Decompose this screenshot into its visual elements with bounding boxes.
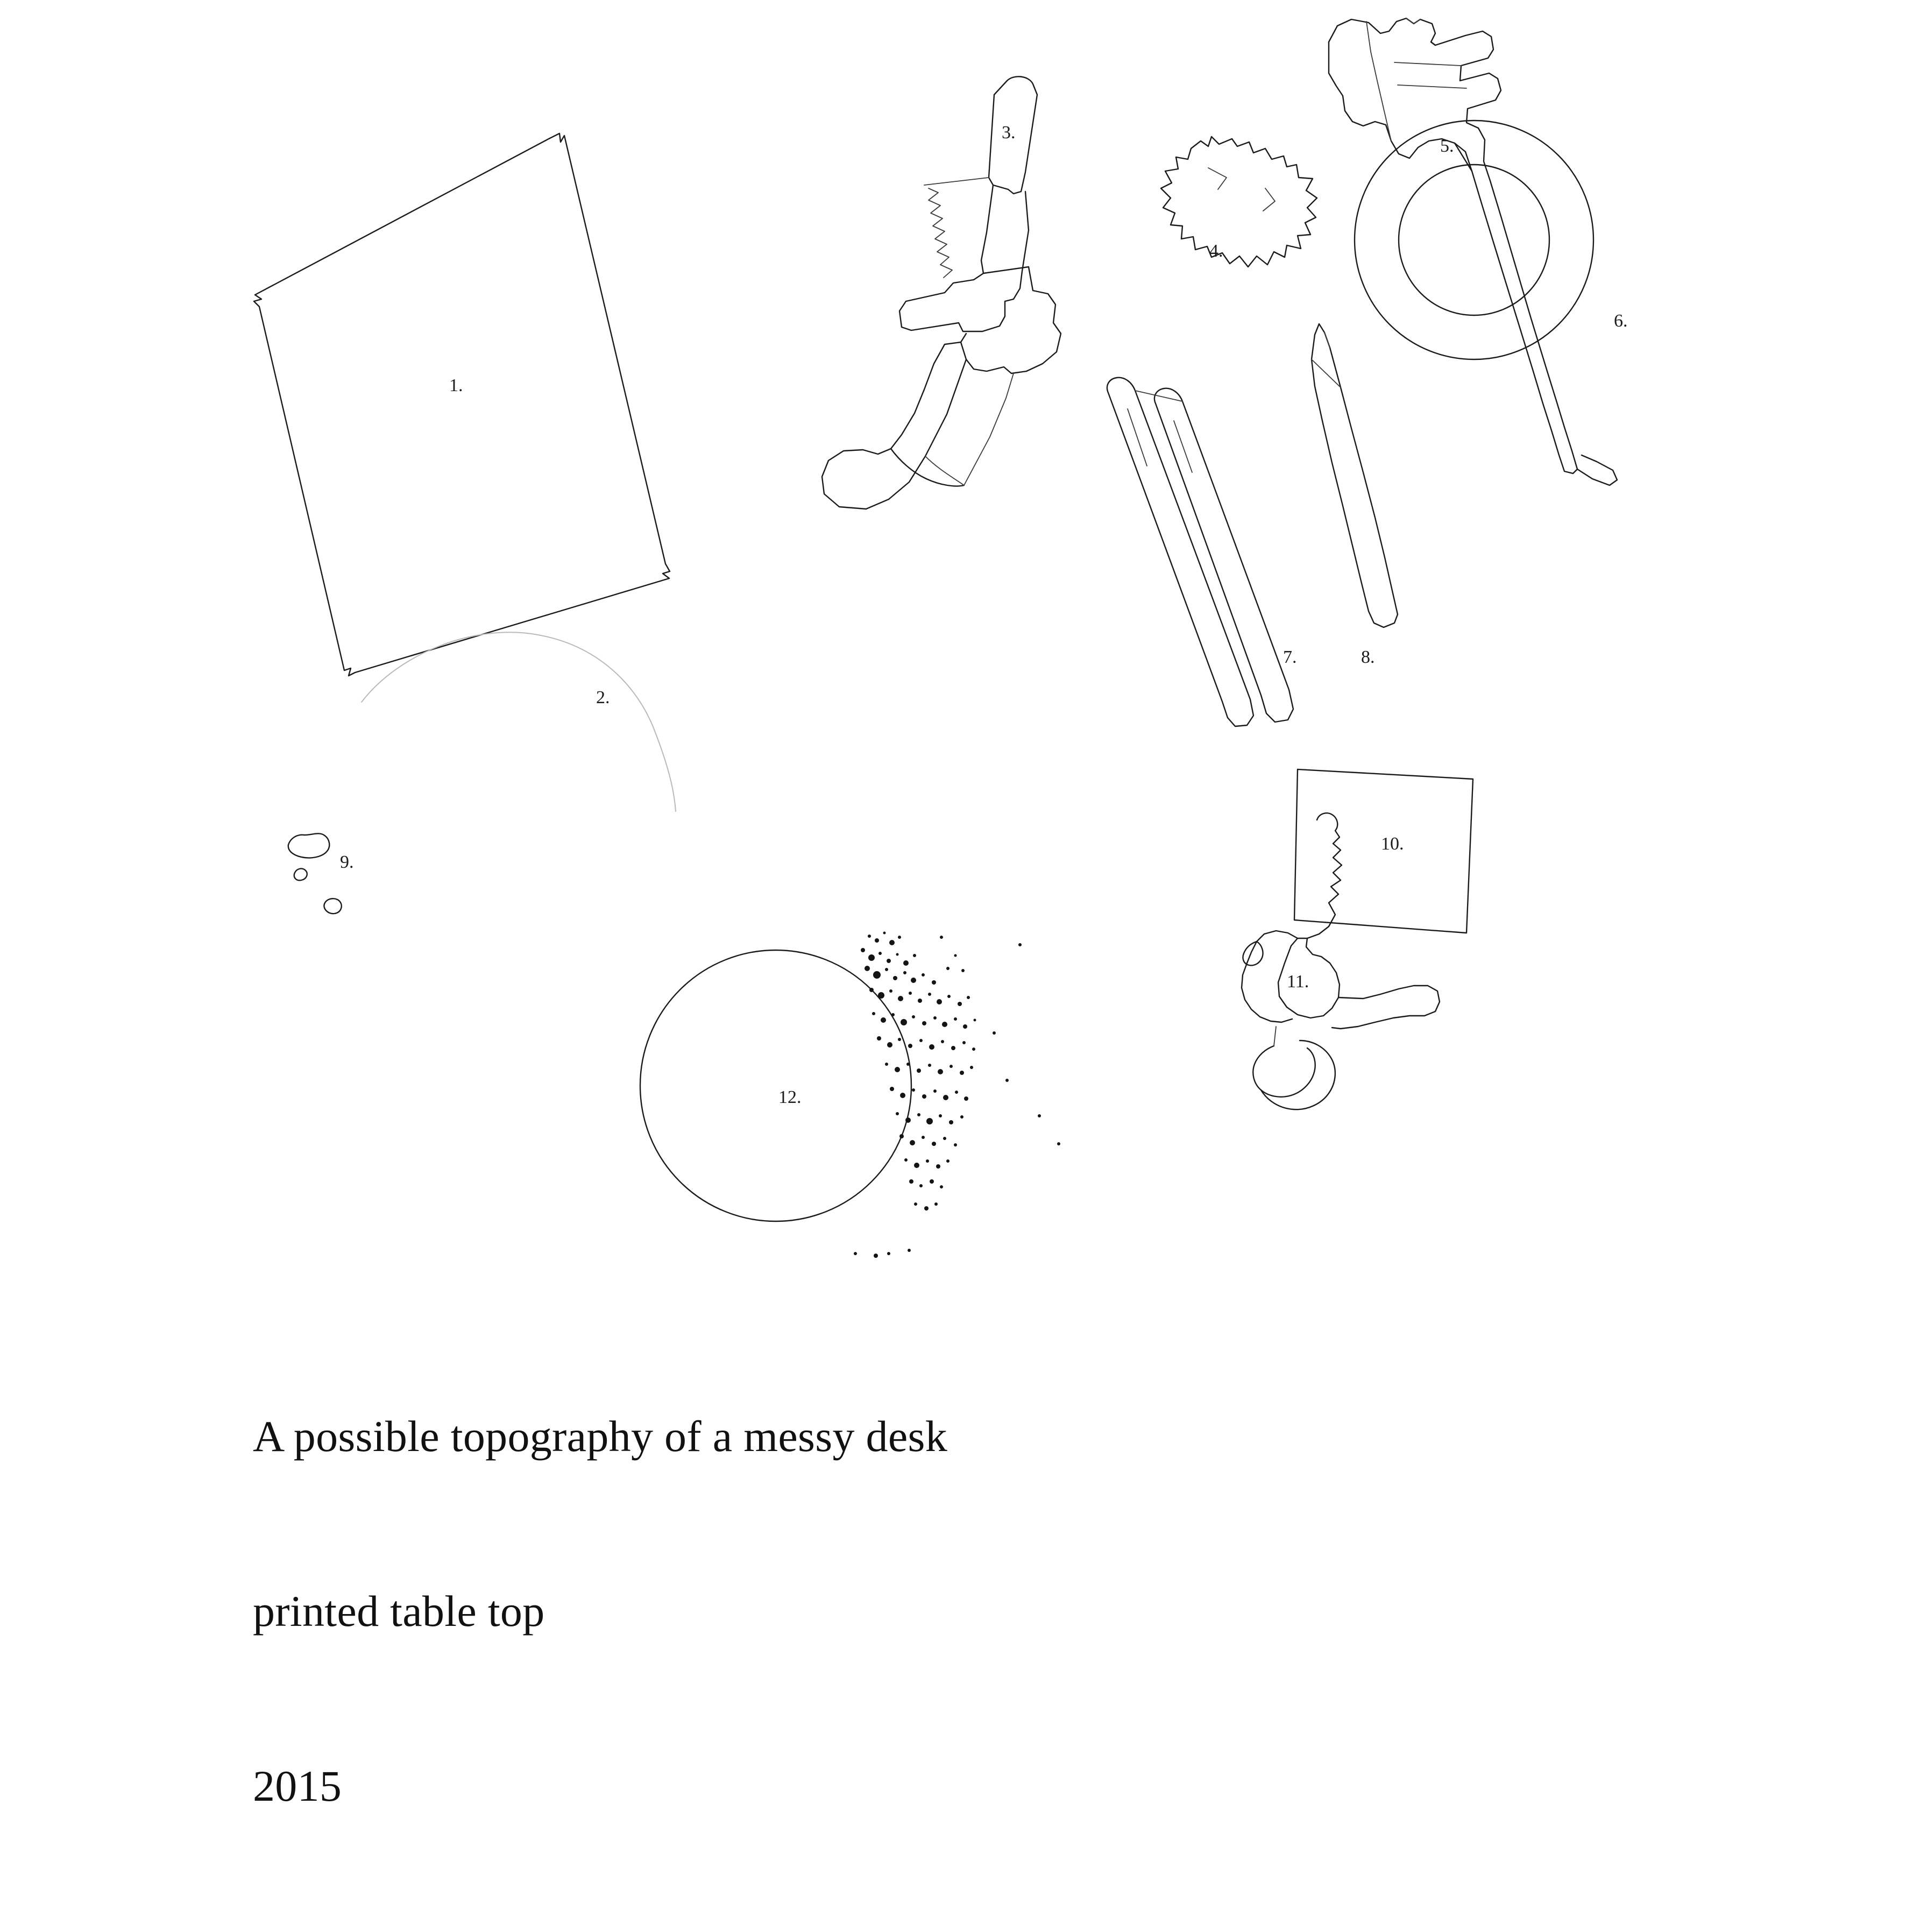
legend-label-11: 11.: [1287, 972, 1309, 992]
caption-block: [253, 1291, 947, 1932]
object-sheet-of-paper: [254, 133, 670, 676]
legend-label-6: 6.: [1614, 311, 1628, 331]
legend-label-8: 8.: [1361, 647, 1375, 667]
object-caliper: [1329, 18, 1617, 485]
object-small-debris: [288, 833, 342, 914]
legend-label-12: 12.: [778, 1087, 802, 1107]
object-sharpened-pencil: [1312, 324, 1398, 627]
legend-label-5: 5.: [1440, 136, 1454, 156]
legend-label-9: 9.: [340, 852, 354, 872]
caption-title: A possible topography of a messy desk: [253, 1412, 948, 1461]
object-marker-pen: [1107, 378, 1293, 726]
object-keys-on-ring: [1242, 813, 1440, 1109]
object-crumb-scatter: [854, 932, 1060, 1258]
legend-label-10: 10.: [1381, 834, 1404, 854]
object-clamp: [822, 76, 1061, 509]
legend-label-3: 3.: [1002, 123, 1016, 143]
caption-medium: printed table top: [253, 1587, 545, 1636]
legend-label-1: 1.: [449, 376, 463, 395]
legend-label-7: 7.: [1283, 647, 1297, 667]
object-crumpled-paper-scrap: [1161, 137, 1317, 267]
object-roll-of-tape: [1355, 121, 1593, 359]
legend-label-2: 2.: [596, 688, 610, 707]
caption-year: 2015: [253, 1761, 342, 1810]
legend-label-4: 4.: [1209, 241, 1223, 261]
object-thin-curved-wire: [362, 632, 676, 811]
